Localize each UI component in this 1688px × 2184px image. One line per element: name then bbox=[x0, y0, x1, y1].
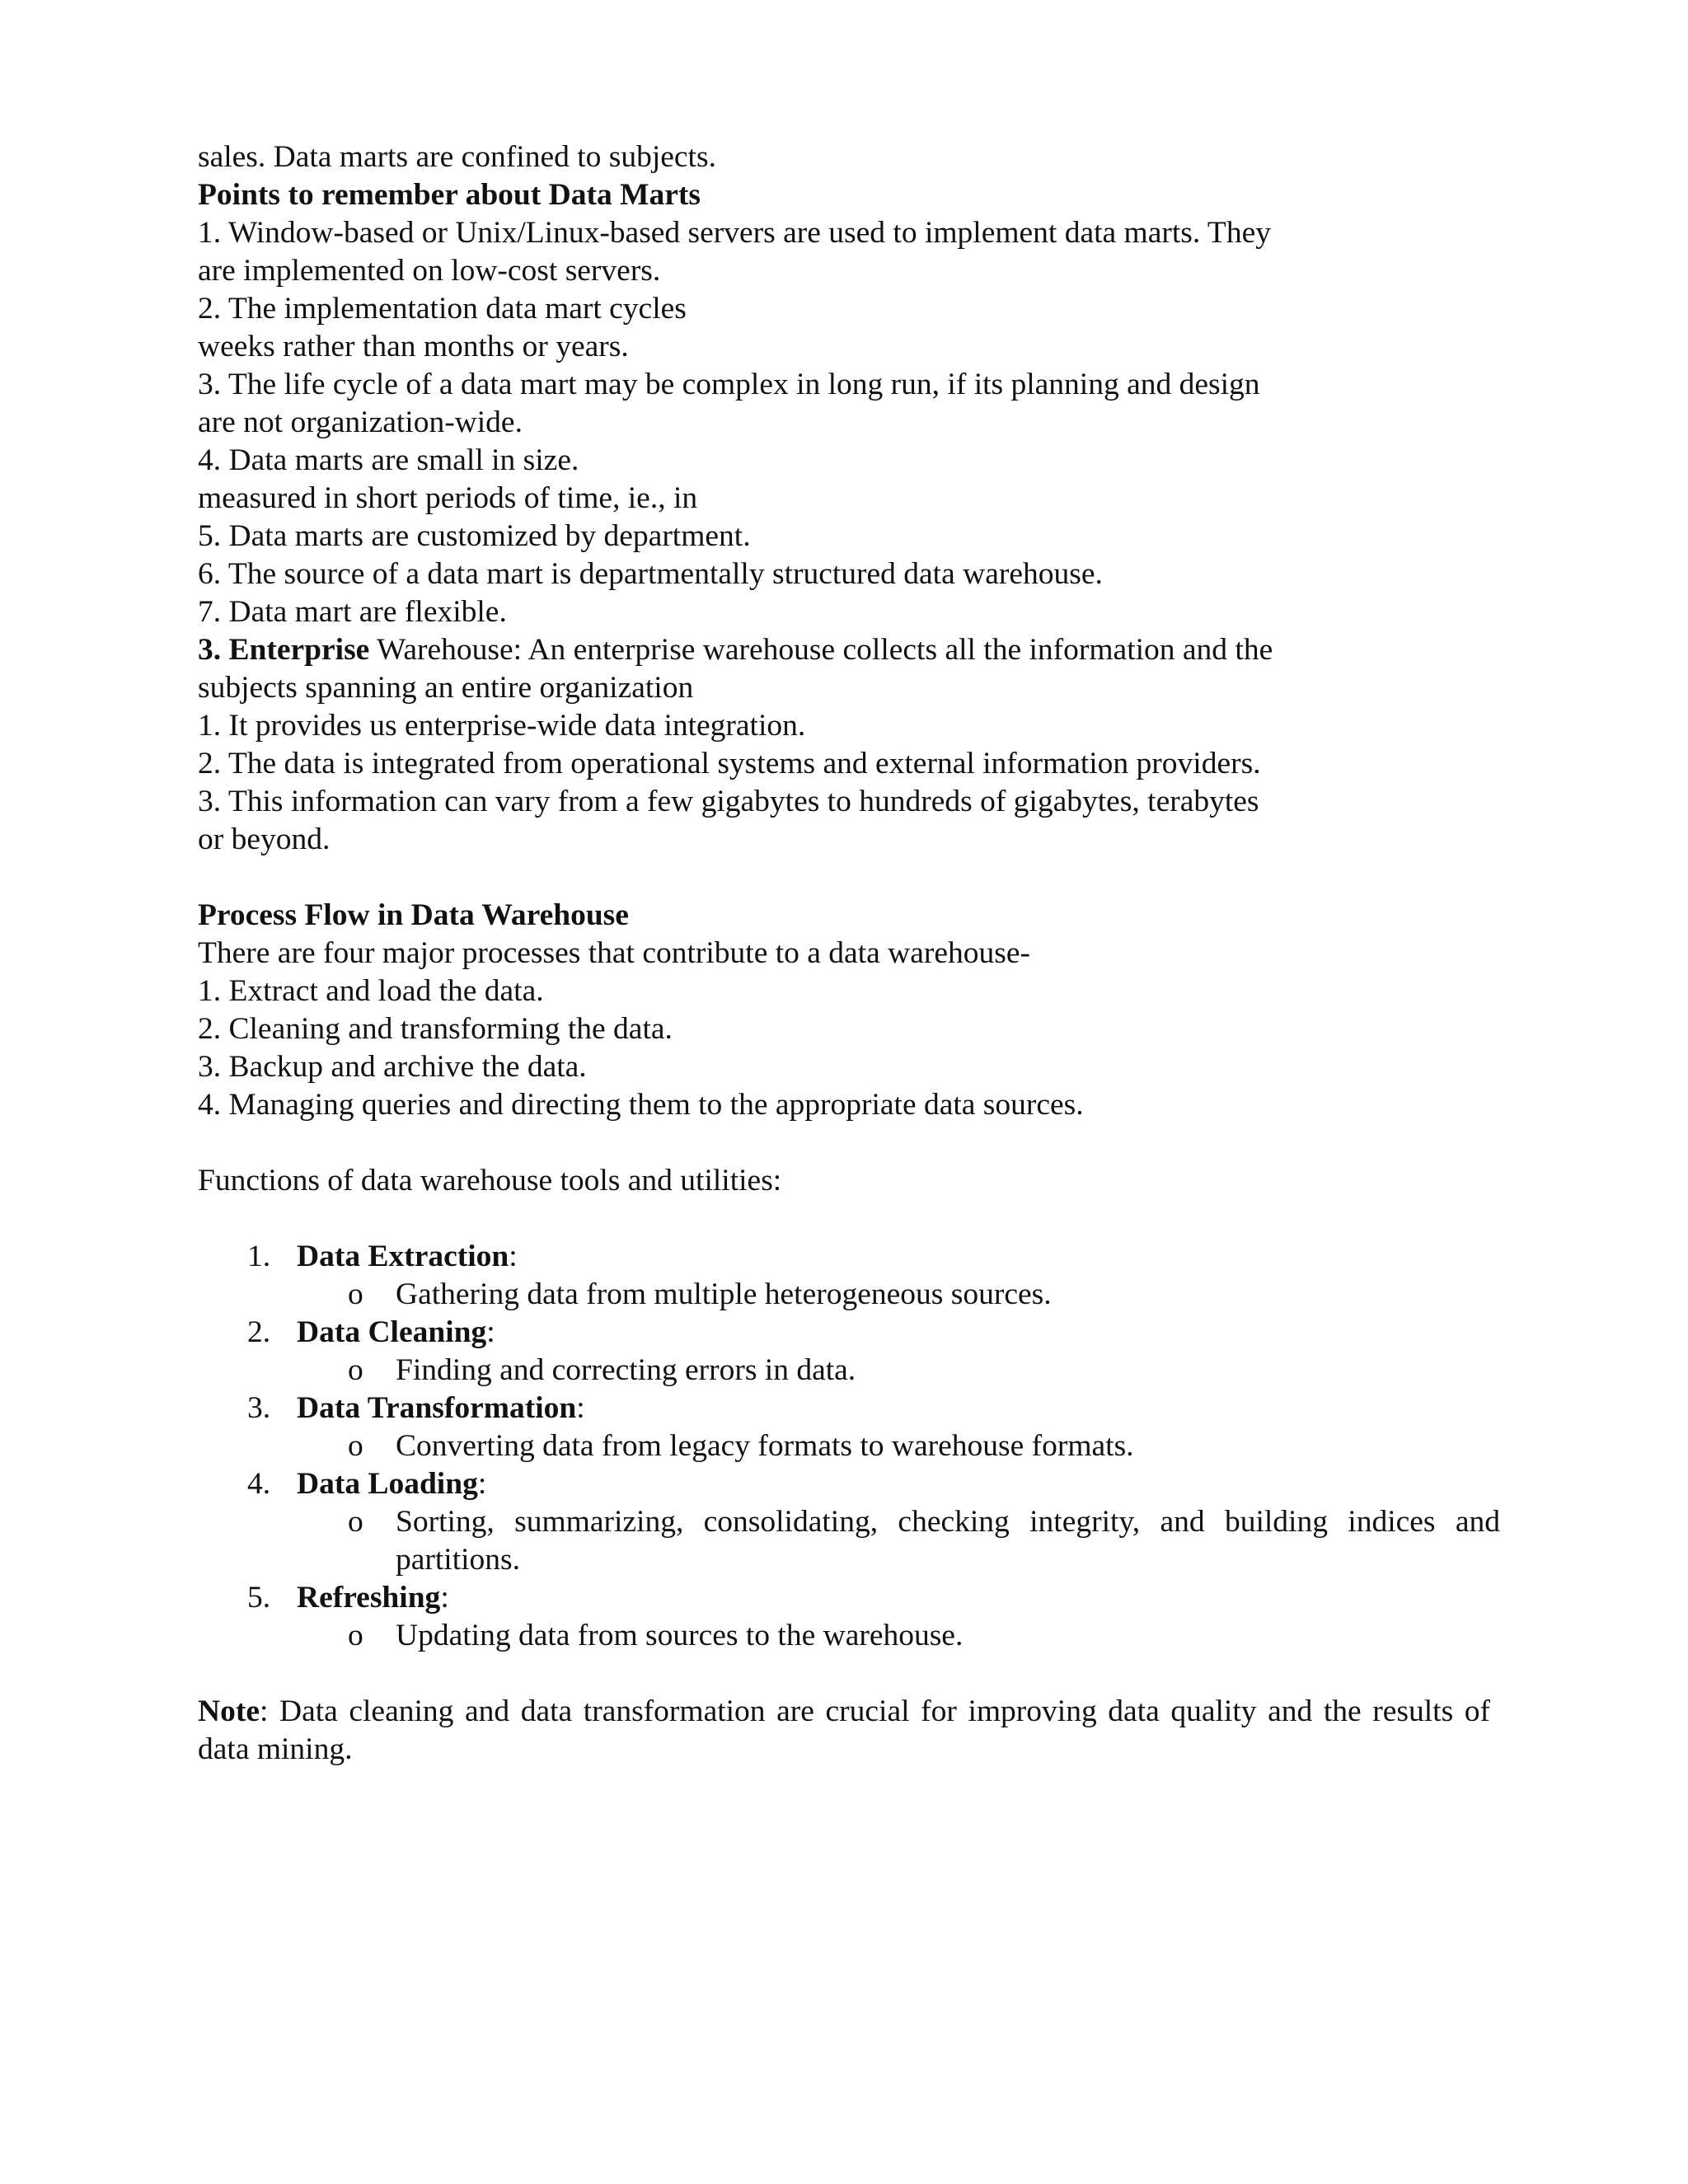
function-desc-text: Gathering data from multiple heterogeneous sources. bbox=[396, 1277, 1052, 1311]
function-desc-text: Converting data from legacy formats to warehouse formats. bbox=[396, 1429, 1134, 1463]
dm-point-line: 3. The life cycle of a data mart may be complex in long run, if its planning and design bbox=[198, 368, 1260, 401]
function-description bbox=[198, 1276, 1500, 1314]
function-title: Data Extraction bbox=[297, 1240, 509, 1273]
enterprise-bold: 3. Enterprise bbox=[198, 633, 370, 667]
function-heading bbox=[198, 1465, 1500, 1503]
list-item bbox=[198, 1238, 1500, 1314]
list-item bbox=[198, 1579, 1500, 1655]
process-line: 4. Managing queries and directing them to the appropriate data sources. bbox=[198, 1088, 1084, 1122]
data-marts-heading: Points to remember about Data Marts bbox=[198, 178, 701, 212]
dm-point-line: are not organization-wide. bbox=[198, 405, 523, 439]
dm-point-line: 5. Data marts are customized by department. bbox=[198, 519, 751, 553]
function-title: Data Cleaning bbox=[297, 1315, 487, 1349]
list-item bbox=[198, 1314, 1500, 1390]
dm-point-line: 2. The implementation data mart cycles bbox=[198, 292, 687, 326]
process-flow-heading: Process Flow in Data Warehouse bbox=[198, 898, 629, 932]
functions-list bbox=[198, 1238, 1500, 1655]
function-description bbox=[198, 1427, 1500, 1465]
dm-point-line: 4. Data marts are small in size. bbox=[198, 443, 579, 477]
enterprise-line: subjects spanning an entire organization bbox=[198, 671, 694, 705]
enterprise-line: 1. It provides us enterprise-wide data integration. bbox=[198, 709, 806, 743]
enterprise-warehouse-line bbox=[198, 631, 1500, 669]
document-page bbox=[198, 138, 1500, 1769]
spacer bbox=[198, 1124, 1500, 1162]
function-desc-text: Sorting, summarizing, consolidating, checking integrity, and building indices and partitions. bbox=[396, 1505, 1500, 1577]
enterprise-rest: Warehouse: An enterprise warehouse collects all the information and the bbox=[369, 633, 1273, 667]
process-line: 2. Cleaning and transforming the data. bbox=[198, 1012, 673, 1046]
process-line: 1. Extract and load the data. bbox=[198, 974, 544, 1008]
function-heading bbox=[198, 1390, 1500, 1427]
circle-bullet-icon: o bbox=[348, 1277, 363, 1311]
list-number: 5. bbox=[247, 1581, 271, 1615]
note-text: : Data cleaning and data transformation are crucial for improving data quality and the results of data mining. bbox=[198, 1694, 1490, 1766]
function-colon: : bbox=[509, 1240, 518, 1273]
function-heading bbox=[198, 1314, 1500, 1352]
spacer bbox=[198, 859, 1500, 897]
list-item bbox=[198, 1390, 1500, 1465]
dm-point-line: are implemented on low-cost servers. bbox=[198, 254, 661, 288]
dm-point-line: 7. Data mart are flexible. bbox=[198, 595, 507, 629]
function-title: Data Loading bbox=[297, 1467, 478, 1501]
process-line: 3. Backup and archive the data. bbox=[198, 1050, 587, 1084]
function-description bbox=[198, 1503, 1500, 1579]
dm-point-line: weeks rather than months or years. bbox=[198, 330, 629, 363]
spacer bbox=[198, 1200, 1500, 1238]
dm-point-line: 6. The source of a data mart is departmentally structured data warehouse. bbox=[198, 557, 1103, 591]
function-colon: : bbox=[440, 1581, 449, 1615]
list-number: 4. bbox=[247, 1467, 271, 1501]
process-line: There are four major processes that contribute to a data warehouse- bbox=[198, 936, 1030, 970]
circle-bullet-icon: o bbox=[348, 1505, 363, 1539]
list-number: 2. bbox=[247, 1315, 271, 1349]
list-item bbox=[198, 1465, 1500, 1579]
function-colon: : bbox=[477, 1467, 487, 1501]
dm-point-line: 1. Window-based or Unix/Linux-based servers are used to implement data marts. They bbox=[198, 216, 1271, 250]
function-heading bbox=[198, 1579, 1500, 1617]
function-colon: : bbox=[486, 1315, 495, 1349]
list-number: 1. bbox=[247, 1240, 271, 1273]
function-desc-text: Finding and correcting errors in data. bbox=[396, 1353, 856, 1387]
function-desc-text: Updating data from sources to the warehouse. bbox=[396, 1619, 964, 1652]
functions-intro: Functions of data warehouse tools and utilities: bbox=[198, 1164, 782, 1197]
circle-bullet-icon: o bbox=[348, 1429, 363, 1463]
spacer bbox=[198, 1655, 1500, 1693]
function-title: Data Transformation bbox=[297, 1391, 577, 1425]
intro-line: sales. Data marts are confined to subjects. bbox=[198, 140, 716, 174]
list-number: 3. bbox=[247, 1391, 271, 1425]
enterprise-line: 3. This information can vary from a few gigabytes to hundreds of gigabytes, terabytes bbox=[198, 785, 1259, 818]
function-description bbox=[198, 1617, 1500, 1655]
note-label: Note bbox=[198, 1694, 260, 1728]
function-description bbox=[198, 1352, 1500, 1390]
circle-bullet-icon: o bbox=[348, 1353, 363, 1387]
function-colon: : bbox=[576, 1391, 585, 1425]
circle-bullet-icon: o bbox=[348, 1619, 363, 1652]
dm-point-line: measured in short periods of time, ie., in bbox=[198, 481, 698, 515]
function-heading bbox=[198, 1238, 1500, 1276]
note-paragraph bbox=[198, 1693, 1490, 1769]
enterprise-line: 2. The data is integrated from operational systems and external information providers. bbox=[198, 747, 1261, 780]
function-title: Refreshing bbox=[297, 1581, 441, 1615]
enterprise-line: or beyond. bbox=[198, 823, 331, 856]
